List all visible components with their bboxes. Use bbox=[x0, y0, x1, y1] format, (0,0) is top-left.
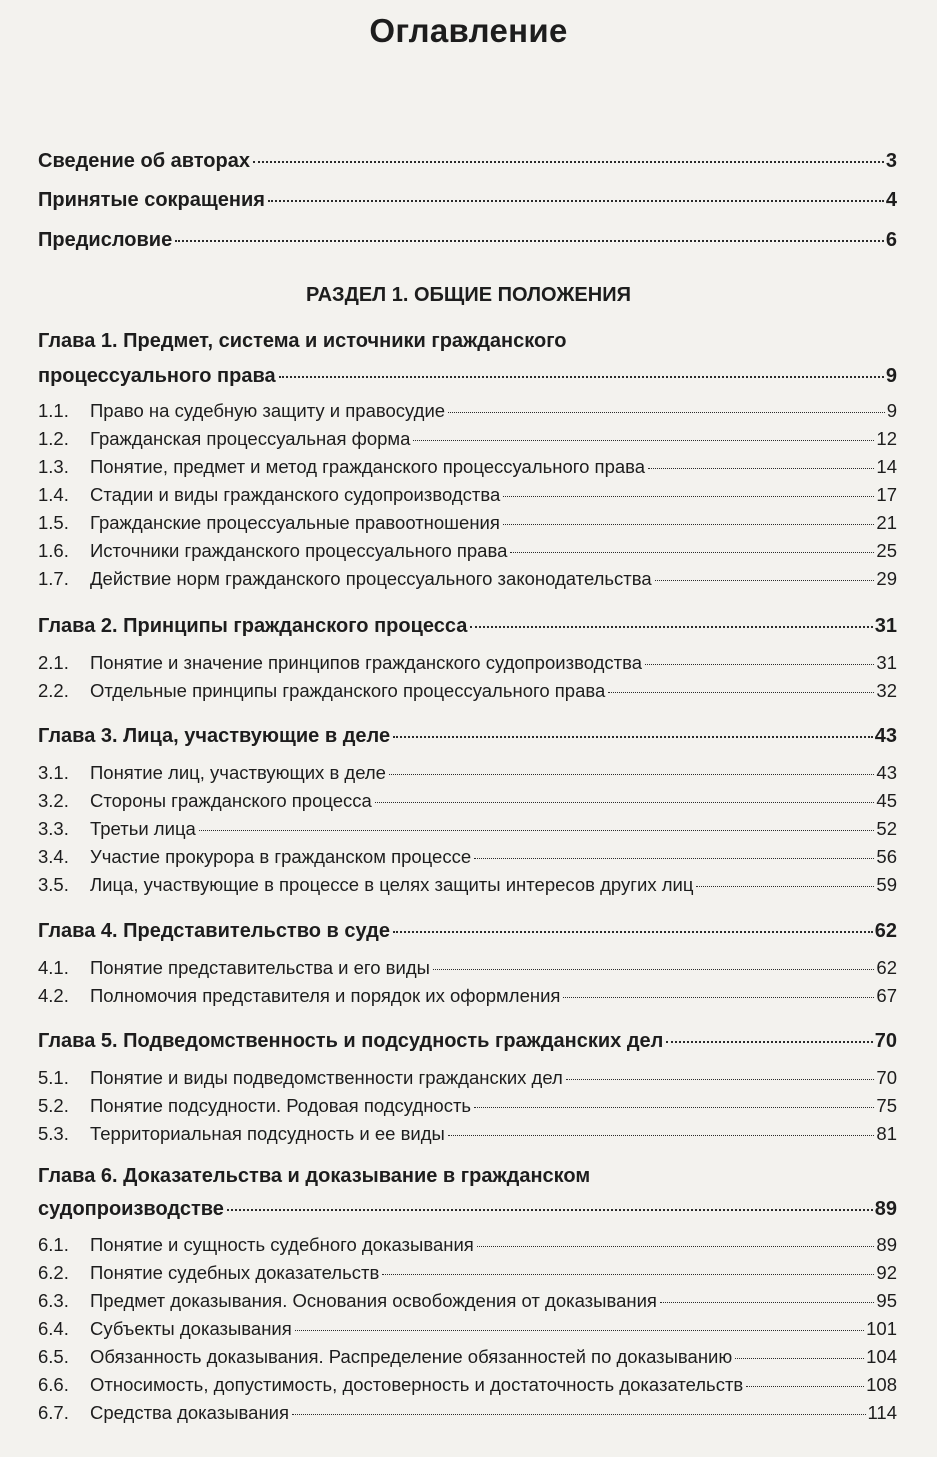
entry-text: Понятие, предмет и метод гражданского процессуального права bbox=[90, 456, 646, 477]
toc-entry-chapter-3[interactable] bbox=[38, 725, 897, 748]
entry-text: Глава 3. Лица, участвующие в деле bbox=[38, 725, 391, 747]
toc-entry-6-2[interactable] bbox=[38, 1262, 897, 1284]
leader-dots bbox=[268, 199, 884, 202]
entry-number: 1.3. bbox=[38, 456, 69, 477]
leader-dots bbox=[448, 1134, 875, 1136]
toc-entry-6-7[interactable] bbox=[38, 1402, 897, 1424]
entry-page: 43 bbox=[874, 725, 897, 747]
entry-number: 3.5. bbox=[38, 874, 69, 895]
entry-number: 1.2. bbox=[38, 428, 69, 449]
entry-text: Участие прокурора в гражданском процессе bbox=[90, 846, 472, 867]
entry-text: Понятие подсудности. Родовая подсудность bbox=[90, 1095, 472, 1116]
toc-entry-chapter-4[interactable] bbox=[38, 920, 897, 943]
leader-dots bbox=[474, 1106, 874, 1108]
entry-text: Стадии и виды гражданского судопроизводства bbox=[90, 484, 501, 505]
entry-page: 25 bbox=[876, 540, 897, 561]
leader-dots bbox=[393, 735, 873, 738]
leader-dots bbox=[382, 1273, 874, 1275]
entry-text: Источники гражданского процессуального права bbox=[90, 540, 508, 561]
leader-dots bbox=[660, 1301, 874, 1303]
entry-page: 32 bbox=[876, 680, 897, 701]
leader-dots bbox=[227, 1208, 873, 1211]
toc-entry-preface[interactable] bbox=[38, 229, 897, 252]
leader-dots bbox=[279, 375, 884, 378]
leader-dots bbox=[253, 160, 884, 163]
toc-entry-chapter-2[interactable] bbox=[38, 615, 897, 638]
entry-page: 67 bbox=[876, 985, 897, 1006]
leader-dots bbox=[696, 885, 874, 887]
entry-text: Предисловие bbox=[38, 229, 173, 251]
entry-page: 59 bbox=[876, 874, 897, 895]
leader-dots bbox=[470, 625, 872, 628]
toc-entry-3-1[interactable] bbox=[38, 762, 897, 784]
leader-dots bbox=[175, 239, 884, 242]
toc-entry-2-1[interactable] bbox=[38, 652, 897, 674]
leader-dots bbox=[375, 801, 875, 803]
entry-text: Третьи лица bbox=[90, 818, 196, 839]
toc-entry-6-6[interactable] bbox=[38, 1374, 897, 1396]
toc-entry-1-2[interactable] bbox=[38, 428, 897, 450]
entry-page: 3 bbox=[885, 150, 897, 172]
entry-number: 3.1. bbox=[38, 762, 69, 783]
entry-number: 6.5. bbox=[38, 1346, 69, 1367]
entry-number: 4.2. bbox=[38, 985, 69, 1006]
toc-entry-1-1[interactable] bbox=[38, 400, 897, 422]
entry-text: Лица, участвующие в процессе в целях защиты интересов других лиц bbox=[90, 874, 694, 895]
entry-text: Глава 4. Представительство в суде bbox=[38, 920, 390, 942]
entry-page: 4 bbox=[885, 189, 897, 211]
leader-dots bbox=[566, 1078, 875, 1080]
entry-number: 1.6. bbox=[38, 540, 69, 561]
page-title: Оглавление bbox=[369, 12, 568, 49]
entry-number: 6.7. bbox=[38, 1402, 69, 1423]
entry-text: Средства доказывания bbox=[90, 1402, 290, 1423]
leader-dots bbox=[292, 1413, 865, 1415]
entry-text: Принятые сокращения bbox=[38, 189, 265, 211]
entry-number: 5.3. bbox=[38, 1123, 69, 1144]
leader-dots bbox=[645, 663, 874, 665]
entry-number: 6.1. bbox=[38, 1234, 69, 1255]
entry-text: Полномочия представителя и порядок их оформления bbox=[90, 985, 561, 1006]
entry-number: 3.3. bbox=[38, 818, 69, 839]
entry-page: 45 bbox=[876, 790, 897, 811]
leader-dots bbox=[648, 467, 874, 469]
toc-entry-5-2[interactable] bbox=[38, 1095, 897, 1117]
leader-dots bbox=[295, 1329, 864, 1331]
leader-dots bbox=[503, 523, 875, 525]
toc-entry-chapter-5[interactable] bbox=[38, 1030, 897, 1053]
entry-text: Действие норм гражданского процессуального законодательства bbox=[90, 568, 652, 589]
entry-page: 92 bbox=[876, 1262, 897, 1283]
toc-entry-6-3[interactable] bbox=[38, 1290, 897, 1312]
entry-text: Предмет доказывания. Основания освобождения от доказывания bbox=[90, 1290, 657, 1311]
entry-page: 89 bbox=[874, 1198, 897, 1220]
entry-page: 9 bbox=[886, 400, 897, 421]
toc-entry-chapter-1[interactable] bbox=[38, 365, 897, 388]
entry-number: 2.2. bbox=[38, 680, 69, 701]
entry-text: Понятие судебных доказательств bbox=[90, 1262, 380, 1283]
toc-entry-6-4[interactable] bbox=[38, 1318, 897, 1340]
entry-text: Понятие и значение принципов гражданского судопроизводства bbox=[90, 652, 643, 673]
entry-page: 70 bbox=[876, 1067, 897, 1088]
entry-page: 89 bbox=[876, 1234, 897, 1255]
entry-page: 95 bbox=[876, 1290, 897, 1311]
entry-page: 70 bbox=[874, 1030, 897, 1052]
entry-page: 75 bbox=[876, 1095, 897, 1116]
leader-dots bbox=[199, 829, 875, 831]
entry-text: Гражданская процессуальная форма bbox=[90, 428, 411, 449]
toc-entry-1-3[interactable] bbox=[38, 456, 897, 478]
leader-dots bbox=[746, 1385, 864, 1387]
entry-text: Понятие лиц, участвующих в деле bbox=[90, 762, 386, 783]
entry-number: 1.7. bbox=[38, 568, 69, 589]
toc-entry-chapter-6[interactable] bbox=[38, 1198, 897, 1221]
leader-dots bbox=[510, 551, 874, 553]
entry-text: Понятие и виды подведомственности гражданских дел bbox=[90, 1067, 563, 1088]
entry-page: 14 bbox=[876, 456, 897, 477]
entry-page: 101 bbox=[866, 1318, 897, 1339]
toc-entry-1-4[interactable] bbox=[38, 484, 897, 506]
entry-page: 31 bbox=[874, 615, 897, 637]
leader-dots bbox=[477, 1245, 875, 1247]
chapter-6-title-line1: Глава 6. Доказательства и доказывание в гражданском bbox=[38, 1165, 591, 1187]
entry-page: 56 bbox=[876, 846, 897, 867]
entry-text: Территориальная подсудность и ее виды bbox=[90, 1123, 445, 1144]
leader-dots bbox=[608, 691, 874, 693]
entry-number: 5.1. bbox=[38, 1067, 69, 1088]
entry-page: 21 bbox=[876, 512, 897, 533]
entry-text: судопроизводстве bbox=[38, 1198, 224, 1220]
entry-text: Понятие и сущность судебного доказывания bbox=[90, 1234, 474, 1255]
leader-dots bbox=[413, 439, 874, 441]
entry-page: 12 bbox=[876, 428, 897, 449]
entry-number: 2.1. bbox=[38, 652, 69, 673]
entry-page: 52 bbox=[876, 818, 897, 839]
toc-entry-4-2[interactable] bbox=[38, 985, 897, 1007]
entry-page: 81 bbox=[876, 1123, 897, 1144]
leader-dots bbox=[666, 1040, 872, 1043]
entry-number: 1.5. bbox=[38, 512, 69, 533]
entry-text: Глава 5. Подведомственность и подсудность гражданских дел bbox=[38, 1030, 664, 1052]
leader-dots bbox=[474, 857, 874, 859]
chapter-1-title-line1: Глава 1. Предмет, система и источники гражданского bbox=[38, 330, 567, 352]
entry-number: 5.2. bbox=[38, 1095, 69, 1116]
entry-page: 17 bbox=[876, 484, 897, 505]
entry-text: Гражданские процессуальные правоотношения bbox=[90, 512, 500, 533]
toc-entry-5-3[interactable] bbox=[38, 1123, 897, 1145]
entry-page: 114 bbox=[867, 1402, 897, 1423]
toc-entry-3-4[interactable] bbox=[38, 846, 897, 868]
entry-page: 6 bbox=[885, 229, 897, 251]
toc-entry-abbreviations[interactable] bbox=[38, 189, 897, 212]
toc-entry-6-1[interactable] bbox=[38, 1234, 897, 1256]
toc-entry-1-7[interactable] bbox=[38, 568, 897, 590]
entry-number: 3.4. bbox=[38, 846, 69, 867]
leader-dots bbox=[563, 996, 874, 998]
entry-page: 43 bbox=[876, 762, 897, 783]
entry-number: 6.6. bbox=[38, 1374, 69, 1395]
toc-entry-1-5[interactable] bbox=[38, 512, 897, 534]
entry-number: 3.2. bbox=[38, 790, 69, 811]
entry-page: 29 bbox=[876, 568, 897, 589]
leader-dots bbox=[389, 773, 874, 775]
entry-page: 9 bbox=[885, 365, 897, 387]
leader-dots bbox=[735, 1357, 864, 1359]
entry-number: 1.1. bbox=[38, 400, 69, 421]
toc-entry-3-3[interactable] bbox=[38, 818, 897, 840]
entry-page: 31 bbox=[876, 652, 897, 673]
entry-text: Глава 2. Принципы гражданского процесса bbox=[38, 615, 468, 637]
entry-number: 6.2. bbox=[38, 1262, 69, 1283]
entry-page: 62 bbox=[874, 920, 897, 942]
entry-text: Право на судебную защиту и правосудие bbox=[90, 400, 446, 421]
leader-dots bbox=[503, 495, 874, 497]
toc-entry-3-2[interactable] bbox=[38, 790, 897, 812]
leader-dots bbox=[655, 579, 875, 581]
toc-entry-3-5[interactable] bbox=[38, 874, 897, 896]
entry-number: 4.1. bbox=[38, 957, 69, 978]
toc-entry-1-6[interactable] bbox=[38, 540, 897, 562]
entry-text: процессуального права bbox=[38, 365, 276, 387]
entry-text: Сведение об авторах bbox=[38, 150, 250, 172]
entry-text: Относимость, допустимость, достоверность и достаточность доказательств bbox=[90, 1374, 744, 1395]
entry-page: 104 bbox=[866, 1346, 897, 1367]
toc-entry-4-1[interactable] bbox=[38, 957, 897, 979]
leader-dots bbox=[448, 411, 885, 413]
leader-dots bbox=[433, 968, 874, 970]
entry-text: Понятие представительства и его виды bbox=[90, 957, 430, 978]
entry-number: 6.3. bbox=[38, 1290, 69, 1311]
toc-entry-6-5[interactable] bbox=[38, 1346, 897, 1368]
leader-dots bbox=[393, 930, 873, 933]
entry-text: Обязанность доказывания. Распределение обязанностей по доказыванию bbox=[90, 1346, 733, 1367]
toc-entry-authors[interactable] bbox=[38, 150, 897, 173]
toc-entry-5-1[interactable] bbox=[38, 1067, 897, 1089]
entry-page: 108 bbox=[866, 1374, 897, 1395]
toc-entry-2-2[interactable] bbox=[38, 680, 897, 702]
entry-text: Субъекты доказывания bbox=[90, 1318, 292, 1339]
entry-number: 6.4. bbox=[38, 1318, 69, 1339]
entry-text: Стороны гражданского процесса bbox=[90, 790, 372, 811]
entry-page: 62 bbox=[876, 957, 897, 978]
entry-number: 1.4. bbox=[38, 484, 69, 505]
entry-text: Отдельные принципы гражданского процессуального права bbox=[90, 680, 606, 701]
section-heading: РАЗДЕЛ 1. ОБЩИЕ ПОЛОЖЕНИЯ bbox=[306, 284, 631, 306]
